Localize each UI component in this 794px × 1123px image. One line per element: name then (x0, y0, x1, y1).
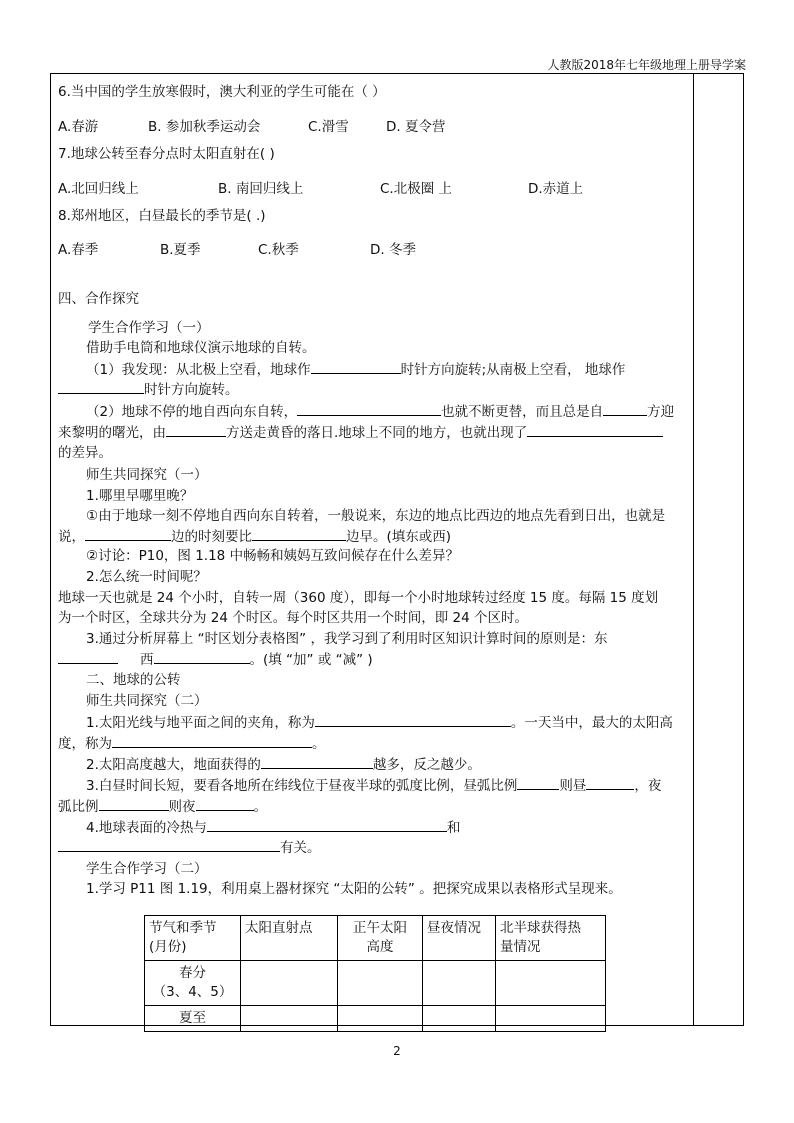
section-2-heading: 二、地球的公转 (86, 672, 181, 688)
q8-option-d: D. 冬季 (370, 242, 416, 258)
q6-option-d: D. 夏令营 (386, 119, 446, 135)
q8-option-a: A.春季 (58, 242, 99, 258)
question-8: 8.郑州地区，白昼最长的季节是( .) (58, 208, 266, 224)
joint1-q3-fill: 西 。(填 “加” 或 “减” ) (58, 649, 373, 670)
answer-blank[interactable] (58, 837, 280, 852)
answer-blank[interactable] (112, 733, 312, 748)
table-cell[interactable] (338, 961, 423, 1006)
coop1-line3: （2）地球不停的地自西向东自转， 也就不断更替，而且总是自 方迎 (86, 401, 674, 422)
q7-option-b: B. 南回归线上 (218, 181, 304, 197)
answer-blank[interactable] (207, 817, 447, 832)
q8-option-c: C.秋季 (258, 242, 299, 258)
answer-blank[interactable] (99, 796, 169, 811)
joint2-line5: 弧比例 则夜 。 (58, 796, 267, 817)
joint1-q1-text: ①由于地球一刻不停地自西向东自转着，一般说来，东边的地点比西边的地点先看到日出，也就是 (86, 508, 666, 524)
table-header-cell: 昼夜情况 (423, 916, 496, 961)
joint2-line4: 3.白昼时间长短，要看各地所在纬线位于昼夜半球的弧度比例，昼弧比例 则昼 ，夜 (86, 775, 661, 796)
question-7: 7.地球公转至春分点时太阳直射在( ) (58, 146, 275, 162)
table-header-cell: 节气和季节 (月份) (145, 916, 241, 961)
q7-option-d: D.赤道上 (528, 181, 584, 197)
answer-blank[interactable] (311, 359, 401, 374)
table-header-cell: 太阳直射点 (241, 916, 338, 961)
column-divider (693, 74, 694, 1026)
table-cell: 夏至 (145, 1006, 241, 1032)
solar-revolution-table (144, 915, 606, 1032)
answer-blank[interactable] (315, 712, 511, 727)
answer-blank[interactable] (586, 775, 634, 790)
answer-blank[interactable] (603, 401, 647, 416)
answer-blank[interactable] (527, 422, 663, 437)
coop1-title: 学生合作学习（一） (88, 320, 210, 336)
coop1-line5: 的差异。 (58, 445, 112, 461)
table-row (145, 961, 606, 1006)
q7-option-c: C.北极圈 上 (380, 181, 453, 197)
q8-option-b: B.夏季 (160, 242, 201, 258)
joint2-line7: 有关。 (58, 837, 321, 858)
answer-blank[interactable] (58, 649, 118, 664)
page-number: 2 (393, 1044, 401, 1058)
joint1-discussion: ②讨论：P10，图 1.18 中畅畅和姨妈互致问候存在什么差异？ (86, 548, 460, 564)
coop2-text: 1.学习 P11 图 1.19，利用桌上器材探究 “太阳的公转” 。把探究成果以表格形式呈现来。 (86, 881, 622, 897)
q6-option-a: A.春游 (58, 119, 99, 135)
table-row (145, 1006, 606, 1032)
answer-blank[interactable] (261, 754, 373, 769)
q6-option-b: B. 参加秋季运动会 (148, 119, 261, 135)
coop1-intro: 借助手电筒和地球仪演示地球的自转。 (86, 340, 316, 356)
table-cell[interactable] (496, 961, 606, 1006)
joint2-line6: 4.地球表面的冷热与 和 (86, 817, 460, 838)
q6-option-c: C.滑雪 (308, 119, 349, 135)
answer-blank[interactable] (196, 796, 254, 811)
table-cell[interactable] (496, 1006, 606, 1032)
coop1-line2: 时针方向旋转。 (58, 379, 239, 400)
answer-blank[interactable] (517, 775, 559, 790)
q7-option-a: A.北回归线上 (58, 181, 139, 197)
answer-blank[interactable] (85, 526, 171, 541)
table-cell: 春分 （3、4、5） (145, 961, 241, 1006)
table-cell[interactable] (241, 961, 338, 1006)
answer-blank[interactable] (297, 401, 441, 416)
answer-blank[interactable] (58, 379, 144, 394)
joint2-line1: 1.太阳光线与地平面之间的夹角，称为 。一天当中，最大的太阳高 (86, 712, 673, 733)
joint1-q2-text1: 地球一天也就是 24 个小时，自转一周（360 度），即每一个小时地球转过经度 15 度。每隔 15 度划 (58, 590, 659, 606)
joint1-q2-text2: 为一个时区，全球共分为 24 个时区。每个时区共用一个时间，即 24 个区时。 (58, 610, 529, 626)
coop2-title: 学生合作学习（二） (86, 861, 208, 877)
table-cell[interactable] (241, 1006, 338, 1032)
table-header-cell: 北半球获得热 量情况 (496, 916, 606, 961)
section-4-heading: 四、合作探究 (58, 291, 139, 307)
joint1-title: 师生共同探究（一） (86, 467, 208, 483)
joint1-q1-fill: 说， 边的时刻要比 边早。(填东或西) (58, 526, 451, 547)
question-6: 6.当中国的学生放寒假时，澳大利亚的学生可能在（ ） (58, 84, 386, 100)
table-cell[interactable] (423, 961, 496, 1006)
joint2-line3: 2.太阳高度越大，地面获得的 越多，反之越少。 (86, 754, 481, 775)
table-cell[interactable] (423, 1006, 496, 1032)
table-header-row (145, 916, 606, 961)
page-header: 人教版2018年七年级地理上册导学案 (547, 58, 746, 72)
table-cell[interactable] (338, 1006, 423, 1032)
answer-blank[interactable] (154, 649, 250, 664)
answer-blank[interactable] (166, 422, 226, 437)
joint2-line2: 度，称为 。 (58, 733, 326, 754)
joint1-q3: 3.通过分析屏幕上 “时区划分表格图” ，我学习到了利用时区知识计算时间的原则是：东 (86, 631, 608, 647)
joint1-q1: 1.哪里早哪里晚？ (86, 488, 194, 504)
coop1-line1: （1）我发现：从北极上空看，地球作 时针方向旋转;从南极上空看， 地球作 (86, 359, 625, 380)
joint1-q2: 2.怎么统一时间呢？ (86, 569, 207, 585)
table-header-cell: 正午太阳 高度 (338, 916, 423, 961)
joint2-title: 师生共同探究（二） (86, 693, 208, 709)
coop1-line4: 来黎明的曙光，由 方送走黄昏的落日.地球上不同的地方，也就出现了 (58, 422, 663, 443)
answer-blank[interactable] (252, 526, 346, 541)
